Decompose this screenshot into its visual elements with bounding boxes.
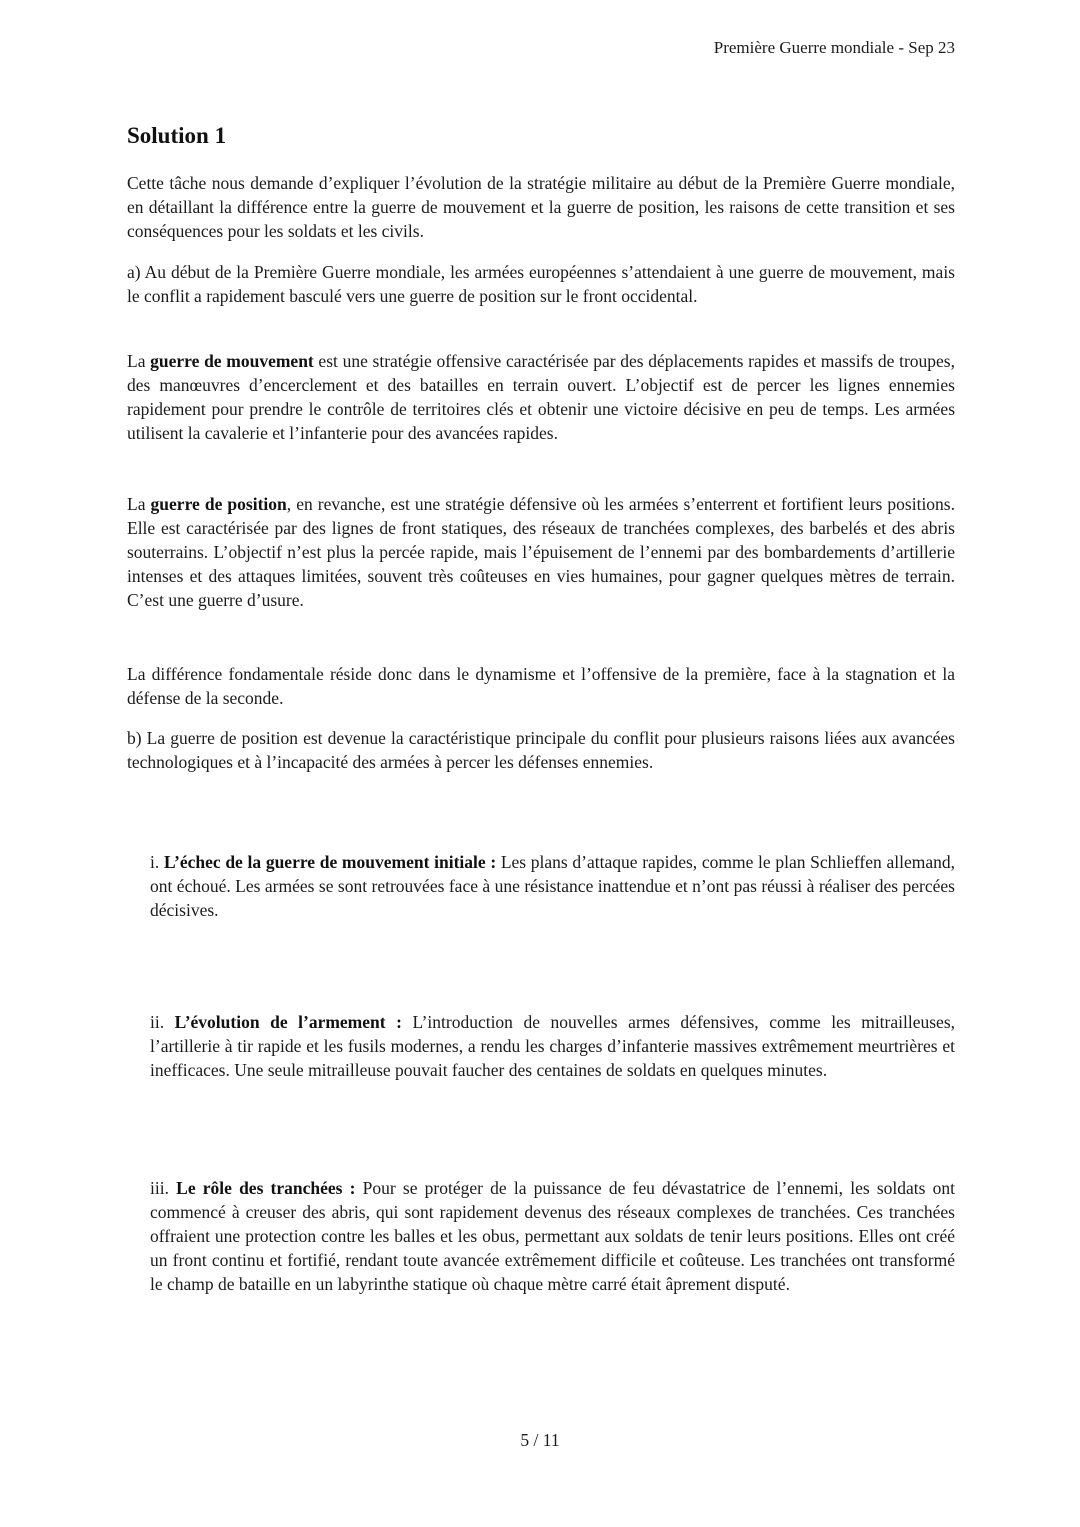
paragraph-text: a) Au début de la Première Guerre mondiale, les armées européennes s’attendaient à une guerre de mouvement, mais le conflit a rapidement basculé vers une guerre de position sur le front occidental. (127, 262, 955, 306)
list-item-i (150, 850, 955, 922)
paragraph-difference (127, 662, 955, 710)
paragraph-text: b) La guerre de position est devenue la caractéristique principale du conflit pour plusieurs raisons liées aux avancées technologiques et à l’incapacité des armées à percer les défenses ennemies. (127, 728, 955, 772)
page-number: 5 / 11 (520, 1430, 560, 1450)
paragraph-text: La différence fondamentale réside donc dans le dynamisme et l’offensive de la première, face à la stagnation et la défense de la seconde. (127, 664, 955, 708)
paragraph-text: Cette tâche nous demande d’expliquer l’évolution de la stratégie militaire au début de la Première Guerre mondiale, en détaillant la différence entre la guerre de mouvement et la guerre de position, les raisons de cette transition et ses conséquences pour les soldats et les civils. (127, 173, 955, 241)
bold-term: guerre de position (150, 494, 287, 514)
document-content (127, 0, 955, 1296)
list-marker: ii. (150, 1012, 175, 1032)
list-marker: i. (150, 852, 164, 872)
list-item-ii (150, 1010, 955, 1082)
paragraph-text: La (127, 494, 151, 514)
list-item-iii (150, 1176, 955, 1296)
list-item-heading: L’évolution de l’armement : (174, 1012, 402, 1032)
paragraph-text: La (127, 351, 151, 371)
list-item-heading: Le rôle des tranchées : (176, 1178, 356, 1198)
paragraph-text: , en revanche, est une stratégie défensive où les armées s’enterrent et fortifient leurs positions. Elle est caractérisée par des lignes de front statiques, des réseaux de tranchées complexes, des barbelés et des abris souterrains. L’objectif n’est plus la percée rapide, mais l’épuisement de l’ennemi par des bombardements d’artillerie intenses et des attaques limitées, souvent très coûteuses en vies humaines, pour gagner quelques mètres de terrain. C’est une guerre d’usure. (127, 494, 955, 610)
paragraph-text: est une stratégie offensive caractérisée par des déplacements rapides et massifs de troupes, des manœuvres d’encerclement et des batailles en terrain ouvert. L’objectif est de percer les lignes ennemies rapidement pour prendre le contrôle de territoires clés et obtenir une victoire décisive en peu de temps. Les armées utilisent la cavalerie et l’infanterie pour des avancées rapides. (127, 351, 955, 443)
paragraph-guerre-de-mouvement (127, 349, 955, 445)
list-item-text: L’introduction de nouvelles armes défensives, comme les mitrailleuses, l’artillerie à tir rapide et les fusils modernes, a rendu les charges d’infanterie massives extrêmement meurtrières et inefficaces. Une seule mitrailleuse pouvait faucher des centaines de soldats en quelques minutes. (150, 1012, 956, 1080)
list-item-text: Pour se protéger de la puissance de feu dévastatrice de l’ennemi, les soldats ont commencé à creuser des abris, qui sont rapidement devenus des réseaux complexes de tranchées. Ces tranchées offraient une protection contre les balles et les obus, permettant aux soldats de tenir leurs positions. Elles ont créé un front continu et fortifié, rendant toute avancée extrêmement difficile et coûteuse. Les tranchées ont transformé le champ de bataille en un labyrinthe statique où chaque mètre carré était âprement disputé. (150, 1178, 955, 1294)
paragraph-guerre-de-position (127, 492, 955, 612)
paragraph-part-b (127, 726, 955, 774)
bold-term: guerre de mouvement (150, 351, 314, 371)
page-title: Solution 1 (127, 123, 227, 148)
list-marker: iii. (150, 1178, 177, 1198)
paragraph-intro (127, 171, 955, 243)
paragraph-part-a (127, 260, 955, 308)
running-header: Première Guerre mondiale - Sep 23 (713, 38, 955, 57)
list-item-text: Les plans d’attaque rapides, comme le plan Schlieffen allemand, ont échoué. Les armées se sont retrouvées face à une résistance inattendue et n’ont pas réussi à réaliser des percées décisives. (150, 852, 955, 920)
list-item-heading: L’échec de la guerre de mouvement initiale : (163, 852, 497, 872)
